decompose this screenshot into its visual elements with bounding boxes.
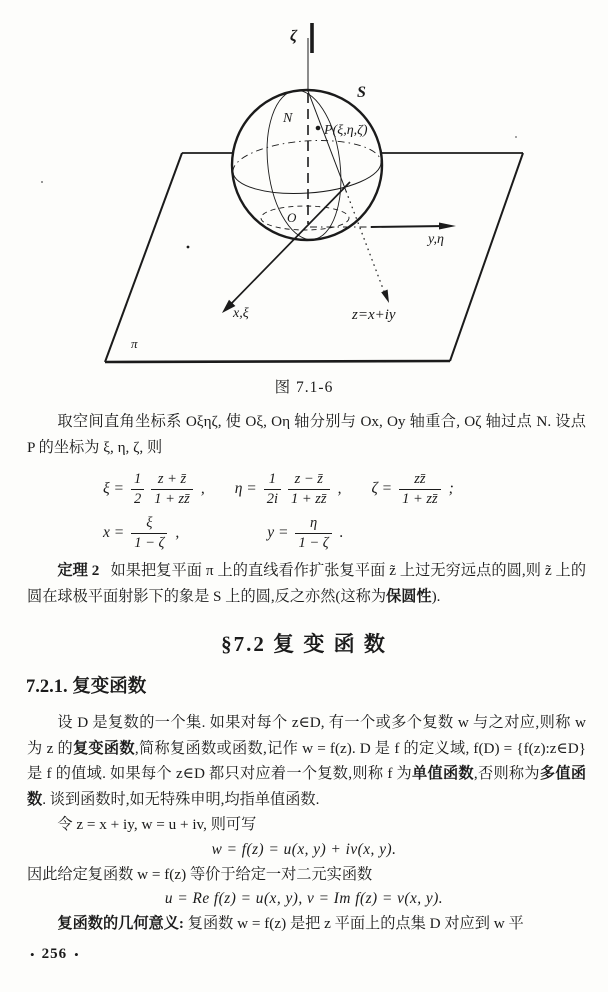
subsection-heading: 7.2.1. 复变函数: [26, 677, 147, 697]
formula-lhs: x =: [103, 524, 125, 541]
fraction-numerator: zz̄: [414, 470, 426, 487]
para-theorem-2: [0, 558, 608, 609]
scan-speck: [187, 246, 190, 249]
fraction-denominator: 1 − ζ: [295, 533, 331, 552]
figure-container: [24, 16, 608, 368]
geometric-meaning-text: 复函数 w = f(z) 是把 z 平面上的点集 D 对应到 w 平: [183, 915, 524, 932]
sphere-circle: [232, 90, 382, 240]
fraction: [264, 471, 281, 507]
meridian-ellipse: [259, 86, 349, 244]
theorem-bold-circle-preserving: 保圆性: [386, 587, 432, 605]
formula-row-xy: [103, 512, 608, 554]
fraction-denominator: 1 + zz̄: [151, 489, 193, 508]
section-heading: §7.2 复 变 函 数: [221, 632, 387, 656]
projection-ray-arrowhead: [381, 290, 389, 304]
page-number-left-dot: •: [30, 946, 35, 962]
scan-speck: [41, 181, 43, 183]
formula-separator: ,: [200, 480, 205, 497]
fraction-numerator: 1: [268, 470, 276, 487]
formula-lhs: η =: [234, 480, 257, 497]
point-p-label: P(ξ,η,ζ): [324, 123, 368, 138]
scan-speck: [515, 136, 517, 138]
fraction-denominator: 1 + zz̄: [399, 489, 441, 508]
fraction: [151, 471, 193, 507]
y-axis-label: y,η: [428, 232, 444, 247]
figure-caption: 图 7.1-6: [274, 379, 334, 396]
page-number-right-dot: •: [74, 946, 79, 962]
x-axis-line: [228, 182, 350, 307]
fraction-denominator: 1 + zz̄: [288, 489, 330, 508]
page-number: [30, 946, 79, 963]
fraction-denominator: 2: [131, 489, 144, 508]
fraction: [131, 515, 167, 551]
def-bold-single-valued: 单值函数: [412, 765, 474, 782]
fraction-numerator: z + z̄: [157, 470, 187, 487]
projection-ray-dotted: [346, 191, 385, 294]
theorem-text-2: ).: [431, 587, 441, 605]
para-geometric-meaning: [0, 911, 608, 937]
formula-xi: [103, 471, 205, 507]
def-bold-multi-valued: 多值函数: [27, 765, 587, 808]
fraction-numerator: z − z̄: [294, 470, 323, 487]
fraction: [288, 471, 330, 507]
y-axis-line: [371, 226, 446, 227]
def-text-1: 设 D 是复数的一个集. 如果对每个 z∈D, 有一个或多个复数 w 与之对应,则称 w 为 z 的: [27, 714, 586, 757]
sphere-label: S: [357, 84, 366, 101]
def-bold-complex-function: 复变函数: [72, 739, 135, 757]
plane-label: π: [131, 336, 138, 351]
y-axis-arrowhead: [439, 223, 456, 230]
fraction-numerator: η: [309, 514, 318, 531]
para-therefore: 因此给定复函数 w = f(z) 等价于给定一对二元实函数: [27, 865, 373, 883]
para-complex-function-def: [0, 710, 608, 812]
north-pole-label: N: [283, 111, 293, 126]
fraction: [399, 471, 441, 507]
formula-zeta: [371, 471, 453, 507]
zeta-axis-label: ζ: [290, 28, 298, 45]
fraction: [131, 471, 144, 507]
formula-y: [267, 515, 343, 551]
formula-lhs: ξ =: [103, 480, 124, 497]
formula-x: [103, 515, 179, 551]
def-text-3: ,否则称为: [473, 765, 540, 782]
formula-separator: ,: [337, 480, 342, 497]
equator-ellipse-back: [233, 140, 381, 172]
x-axis-label: x,ξ: [233, 306, 249, 321]
formula-eta: [235, 471, 342, 507]
def-text-2: ,简称复函数或函数,记作 w = f(z). D 是 f 的定义域, f(D) = {f(z):z∈D} 是 f 的值域. 如果每个 z∈D 都只对应着一个复数,则称 f 为: [27, 739, 587, 782]
point-p-dot: [316, 126, 321, 131]
def-text-4: . 谈到函数时,如无特殊申明,均指单值函数.: [42, 790, 320, 808]
para-coordinates: 取空间直角坐标系 Oξηζ, 使 Oξ, Oη 轴分别与 Ox, Oy 轴重合, Oζ 轴过点 N. 设点 P 的坐标为 ξ, η, ζ, 则: [27, 413, 586, 456]
theorem-text-1: 如果把复平面 π 上的直线看作扩张复平面 z̃ 上过无穷远点的圆,则 z̃ 上的圆在球极平面射影下的象是 S 上的圆,反之亦然(这称为: [27, 562, 587, 605]
plane-outline: [105, 153, 523, 362]
display-formula-uv: u = Re f(z) = u(x, y), v = Im f(z) = v(x, y).: [164, 890, 444, 907]
formula-lhs: ζ =: [371, 480, 393, 497]
formula-lhs: y =: [267, 524, 289, 541]
para-let-z: 令 z = x + iy, w = u + iv, 则可写: [57, 816, 257, 833]
fraction-numerator: ξ: [146, 514, 153, 531]
display-formula-w: w = f(z) = u(x, y) + iv(x, y).: [211, 840, 397, 858]
projection-ray-solid: [308, 91, 346, 191]
fraction-denominator: 1 − ζ: [131, 533, 167, 552]
z-point-label: z=x+iy: [352, 307, 396, 323]
page-number-value: 256: [41, 946, 68, 962]
formula-separator: ;: [448, 480, 454, 497]
formula-separator: ,: [175, 524, 180, 541]
geometric-meaning-bold: 复函数的几何意义:: [57, 915, 184, 932]
formula-row-xi-eta-zeta: [103, 466, 608, 512]
latitude-ellipse: [261, 206, 349, 230]
fraction: [295, 515, 331, 551]
figure-7-1-6: [24, 16, 584, 368]
formula-separator: .: [339, 524, 344, 541]
theorem-label: 定理 2: [57, 562, 100, 579]
fraction-denominator: 2i: [264, 489, 281, 508]
equator-ellipse-front: [233, 162, 381, 194]
fraction-numerator: 1: [133, 470, 142, 487]
origin-label: O: [287, 210, 297, 225]
